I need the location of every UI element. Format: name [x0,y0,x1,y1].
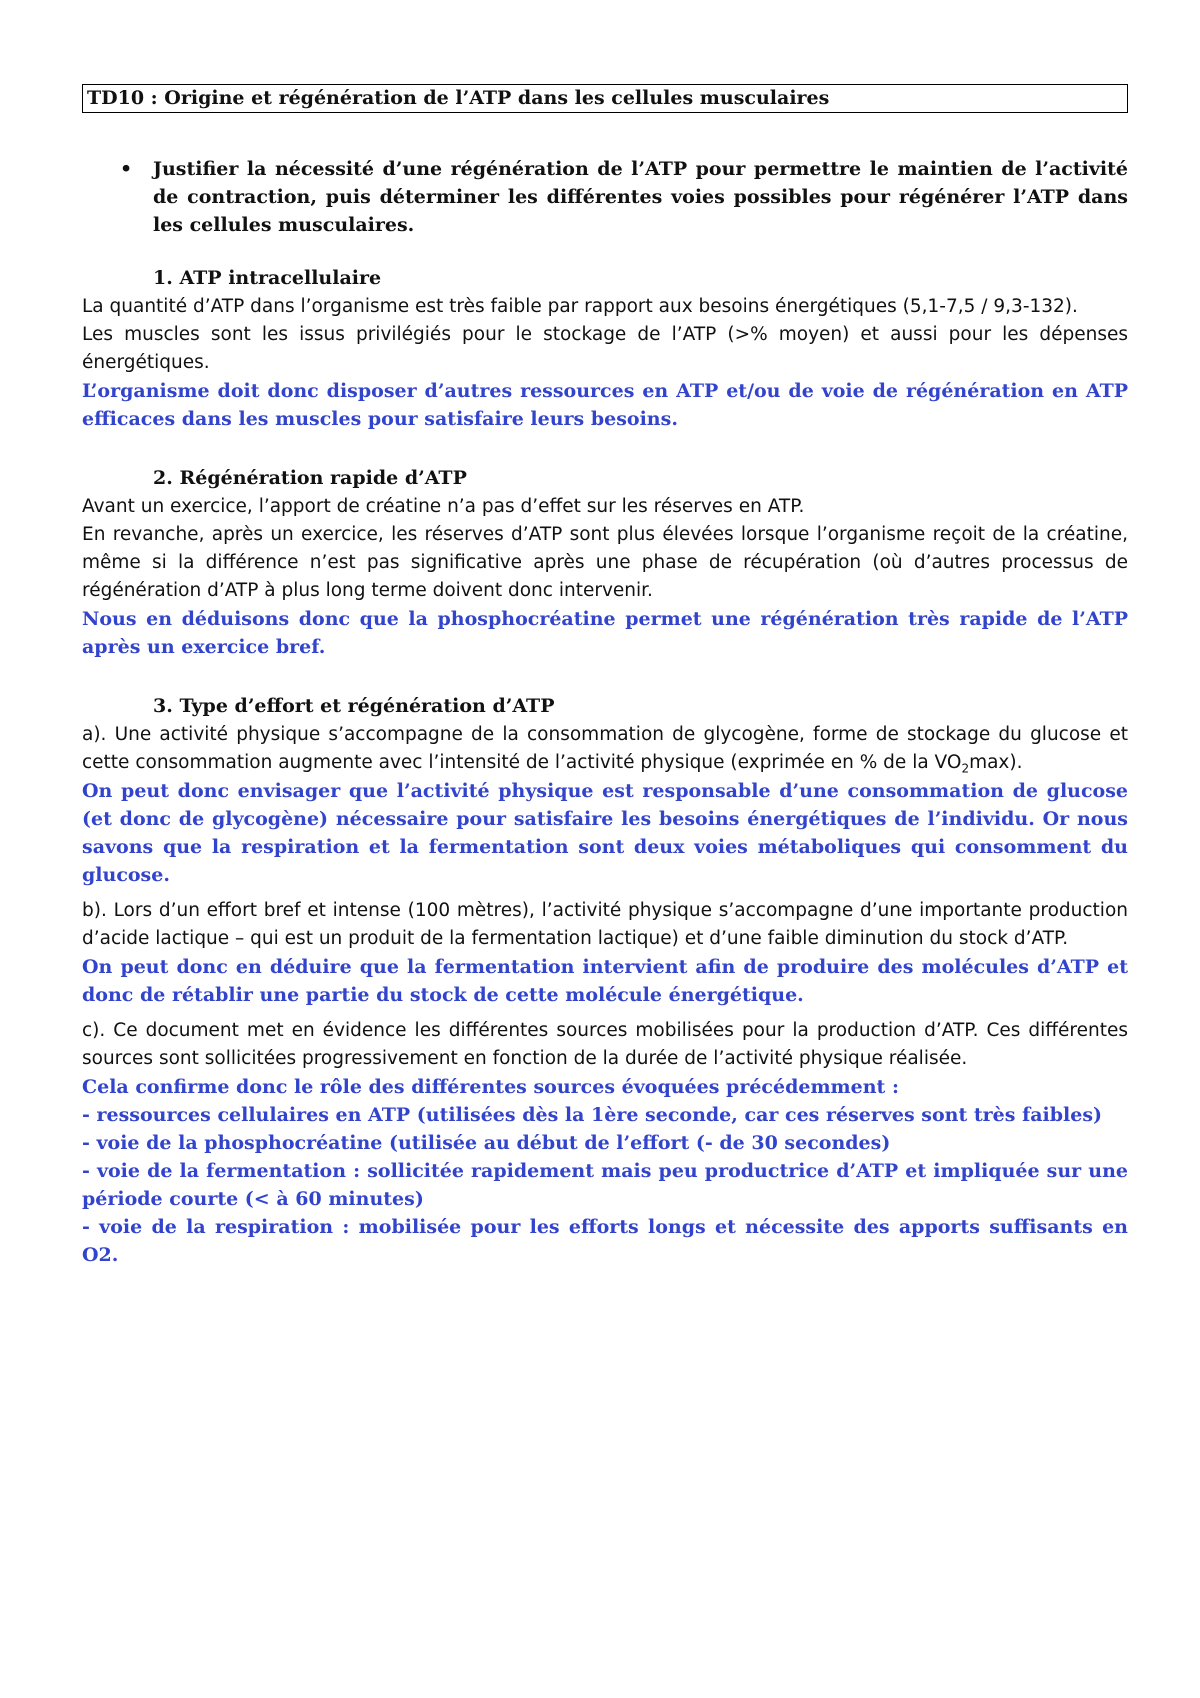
section3-a-conclusion: On peut donc envisager que l’activité physique est responsable d’une consommation de glucose (et donc de glycogène) nécessaire pour satisfaire les besoins énergétiques de l’individu. Or nous savons que la respiration et la fermentation sont deux voies métaboliques qui consomment du glucose. [82,780,1128,886]
section2-paragraph-2: En revanche, après un exercice, les réserves d’ATP sont plus élevées lorsque l’organisme reçoit de la créatine, même si la différence n’est pas significative après une phase de récupération (où d’autres processus de régénération d’ATP à plus long terme doivent donc intervenir. [82,524,1128,601]
section3-c-paragraph: c). Ce document met en évidence les différentes sources mobilisées pour la production d’ATP. Ces différentes sources sont sollicitées progressivement en fonction de la durée de l’activité physique réalisée. [82,1020,1128,1069]
section1-heading: 1. ATP intracellulaire [153,267,382,289]
document-page [82,84,1128,1269]
objective-bullet-item [82,155,1128,239]
section3-a-paragraph [82,721,1128,777]
section3-b-paragraph: b). Lors d’un effort bref et intense (100 mètres), l’activité physique s’accompagne d’une importante production d’acide lactique – qui est un produit de la fermentation lactique) et d’une faible diminution du stock d’ATP. [82,900,1128,949]
list-item: - voie de la fermentation : sollicitée rapidement mais peu productrice d’ATP et impliquée sur une période courte (< à 60 minutes) [82,1160,1128,1210]
section3-b-conclusion: On peut donc en déduire que la fermentation intervient afin de produire des molécules d’ATP et donc de rétablir une partie du stock de cette molécule énergétique. [82,956,1128,1006]
section3-c-intro: Cela confirme donc le rôle des différentes sources évoquées précédemment : [82,1076,899,1098]
spacer [82,1009,1128,1017]
document-title: TD10 : Origine et régénération de l’ATP dans les cellules musculaires [82,84,1128,113]
spacer [82,889,1128,897]
objective-text: Justifier la nécessité d’une régénération de l’ATP pour permettre le maintien de l’activité de contraction, puis déterminer les différentes voies possibles pour régénérer l’ATP dans les cellules musculaires. [153,158,1128,236]
section3-a-text: a). Une activité physique s’accompagne de la consommation de glycogène, forme de stockage du glucose et cette consommation augmente avec l’intensité de l’activité physique (exprimée en % de la VO [82,724,1128,773]
list-item: - voie de la phosphocréatine (utilisée au début de l’effort (- de 30 secondes) [82,1132,891,1154]
section2-heading: 2. Régénération rapide d’ATP [153,467,467,489]
section1-paragraph-1: La quantité d’ATP dans l’organisme est très faible par rapport aux besoins énergétiques (5,1-7,5 / 9,3-132). [82,296,1078,317]
section1-paragraph-2: Les muscles sont les issus privilégiés pour le stockage de l’ATP (>% moyen) et aussi pour les dépenses énergétiques. [82,324,1128,373]
section3-a-text-end: max). [969,752,1023,773]
bullet-icon: • [120,158,133,180]
section2-conclusion: Nous en déduisons donc que la phosphocréatine permet une régénération très rapide de l’ATP après un exercice bref. [82,608,1128,658]
section3-heading: 3. Type d’effort et régénération d’ATP [153,695,555,717]
section2-paragraph-1: Avant un exercice, l’apport de créatine n’a pas d’effet sur les réserves en ATP. [82,496,805,517]
list-item: - ressources cellulaires en ATP (utilisées dès la 1ère seconde, car ces réserves sont très faibles) [82,1104,1103,1126]
list-item: - voie de la respiration : mobilisée pour les efforts longs et nécessite des apports suffisants en O2. [82,1216,1128,1266]
subscript-2: 2 [961,761,970,776]
section1-conclusion: L’organisme doit donc disposer d’autres ressources en ATP et/ou de voie de régénération en ATP efficaces dans les muscles pour satisfaire leurs besoins. [82,380,1128,430]
